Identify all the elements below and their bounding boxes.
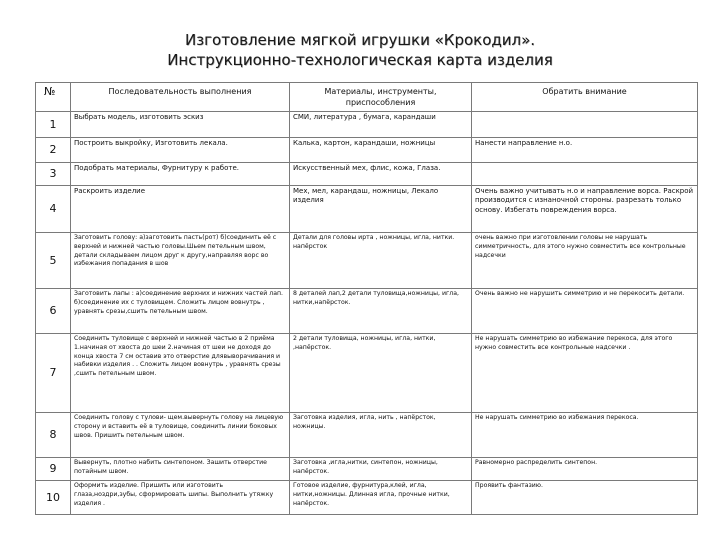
row-number: 9 <box>36 458 71 481</box>
row-materials: Искусственный мех, флис, кожа, Глаза. <box>290 163 472 186</box>
header-row <box>36 83 698 112</box>
title-line-2: Инструкционно-технологическая карта изделия <box>167 51 553 69</box>
table-row <box>36 138 698 163</box>
title-line-1: Изготовление мягкой игрушки «Крокодил». <box>184 31 536 49</box>
row-number: 8 <box>36 413 71 458</box>
row-materials: Калька, картон, карандаши, ножницы <box>290 138 472 163</box>
row-number: 4 <box>36 186 71 233</box>
table-row <box>36 458 698 481</box>
row-attention: Не нарушать симметрию во избежание перекоса, для этого нужно совместить все контрольные надсечки . <box>472 334 698 413</box>
table-row <box>36 233 698 289</box>
tech-card-table <box>35 82 698 515</box>
row-number: 2 <box>36 138 71 163</box>
row-number: 5 <box>36 233 71 289</box>
header-attention: Обратить внимание <box>472 83 698 112</box>
row-attention: Нанести направление н.о. <box>472 138 698 163</box>
row-attention: Очень важно не нарушить симметрию и не перекосить детали. <box>472 289 698 334</box>
table-row <box>36 112 698 138</box>
row-sequence: Выбрать модель, изготовить эскиз <box>71 112 290 138</box>
row-number: 10 <box>36 481 71 515</box>
row-sequence: Построить выкройку, Изготовить лекала. <box>71 138 290 163</box>
row-sequence: Соединить голову с тулови- щем.вывернуть голову на лицевую сторону и вставить её в туловище, соединить линии боковых швов. Пришить петельным швом. <box>71 413 290 458</box>
row-sequence: Подобрать материалы, Фурнитуру к работе. <box>71 163 290 186</box>
table-row <box>36 289 698 334</box>
table-row <box>36 163 698 186</box>
row-materials: 2 детали туловища, ножницы, игла, нитки, ,напёрсток. <box>290 334 472 413</box>
table-row <box>36 413 698 458</box>
row-materials: 8 деталей лап,2 детали туловища,ножницы, игла, нитки,напёрсток. <box>290 289 472 334</box>
table-row <box>36 186 698 233</box>
row-attention <box>472 112 698 138</box>
row-attention: Не нарушать симметрию во избежания перекоса. <box>472 413 698 458</box>
row-materials: СМИ, литература , бумага, карандаши <box>290 112 472 138</box>
row-attention: Проявить фантазию. <box>472 481 698 515</box>
row-number: 1 <box>36 112 71 138</box>
header-materials: Материалы, инструменты, приспособления <box>290 83 472 112</box>
row-attention <box>472 163 698 186</box>
row-materials: Мех, мел, карандаш, ножницы, Лекало изделия <box>290 186 472 233</box>
table-row <box>36 481 698 515</box>
row-attention: Очень важно учитывать н.о и направление ворса. Раскрой производится с изнаночной стороны. разрезать только основу. Избегать повреждения ворса. <box>472 186 698 233</box>
row-materials: Готовое изделие, фурнитура,клей, игла, нитки,ножницы. Длинная игла, прочные нитки, напёрсток. <box>290 481 472 515</box>
row-materials: Заготовка изделия, игла, нить , напёрсток, ножницы. <box>290 413 472 458</box>
row-materials: Заготовка ,игла,нитки, синтепон, ножницы, напёрсток. <box>290 458 472 481</box>
row-number: 6 <box>36 289 71 334</box>
header-sequence: Последовательность выполнения <box>71 83 290 112</box>
row-sequence: Заготовить голову: а)заготовить пасть(рот) б)соединить её с верхней и нижней частью головы.Шьем петельным швом, детали складываем лицом друг к другу,направляя ворс во избежания попадания в шов <box>71 233 290 289</box>
header-num: № <box>36 83 71 112</box>
row-sequence: Соединить туловище с верхней и нижней частью в 2 приёма 1.начиная от хвоста до шеи 2.начиная от шеи не доходя до конца хвоста 7 см оставив это отверстие длявыворачивания и набивки изделия . . Сложить лицом вовнутрь , уравнять срезы ,сшить петельным швом. <box>71 334 290 413</box>
row-number: 7 <box>36 334 71 413</box>
row-attention: очень важно при изготовлении головы не нарушать симметричность, для этого нужно совместить все контрольные надсечки <box>472 233 698 289</box>
row-attention: Равномерно распределить синтепон. <box>472 458 698 481</box>
row-number: 3 <box>36 163 71 186</box>
row-sequence: Раскроить изделие <box>71 186 290 233</box>
table-row <box>36 334 698 413</box>
row-sequence: Вывернуть, плотно набить синтепоном. Зашить отверстие потайным швом. <box>71 458 290 481</box>
row-sequence: Оформить изделие. Пришить или изготовить глаза,ноздри,зубы, сформировать шипы. Выполнить утяжку изделия . <box>71 481 290 515</box>
row-sequence: Заготовить лапы : а)соединение верхних и нижних частей лап. б)соединение их с туловищем. Сложить лицом вовнутрь , уравнять срезы,сшить петельным швом. <box>71 289 290 334</box>
row-materials: Детали для головы ирта , ножницы, игла, нитки. напёрсток <box>290 233 472 289</box>
